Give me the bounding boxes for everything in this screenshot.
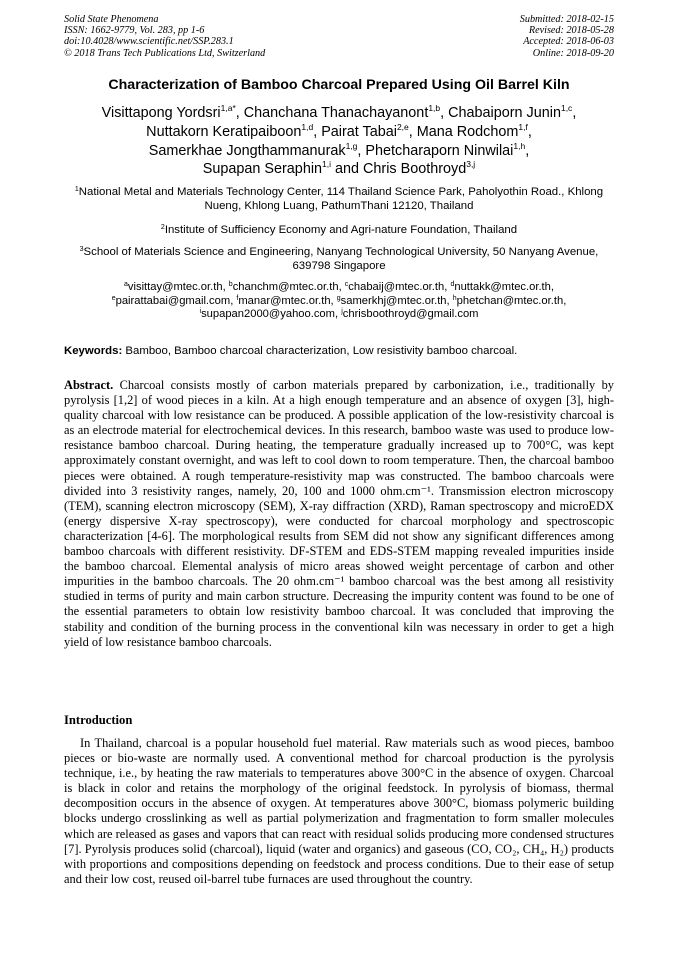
- email[interactable]: $^g$samerkhj@mtec.or.th: [336, 294, 447, 307]
- journal-issn: ISSN: 1662-9779, Vol. 283, pp 1-6: [64, 25, 205, 37]
- email[interactable]: $^e$pairattabai@gmail.com: [111, 294, 231, 307]
- abstract-text: Charcoal consists mostly of carbon materials prepared by carbonization, i.e., traditionally by pyrolysis [1,2] of wood pieces in a kiln. At a high enough temperature and an absence of oxygen [3], high-quality charcoal with low resistance can be produced. A possible application of the low-resistivity charcoal is as an electrode material for electrochemical devices. In this research, bamboo waste was used to produce low-resistance bamboo charcoal. During heating, the temperature gradually increased up to 700°C, was kept approximately constant overnight, and was left to cool down to room temperature. Then, the charcoal bamboo pieces were obtained. A rough temperature-resistivity map was constructed. The bamboo charcoals were divided into 3 resistivity ranges, namely, 20, 100 and 1000 ohm.cm⁻¹. Transmission electron microscopy (TEM), scanning electron microscopy (SEM), X-ray diffraction (XRD), Raman spectroscopy and microEDX (energy dispersive X-ray spectroscopy), were conducted for charcoal morphology and spectroscopic characterization [4-6]. The morphological results from SEM did not show any significant differences among bamboo charcoals with different resistivity. DF-STEM and EDS-STEM mapping revealed impurities inside the bamboo charcoal. Elemental analysis of micro areas showed weight percentage of carbon and other impurities in the bamboo charcoals. The 20 ohm.cm⁻¹ bamboo charcoal was the best among all resistivity studied in terms of purity and main carbon structure. Decreasing the impurity content was found to be one of the essential parameters to obtain low resistivity bamboo charcoal. It was concluded that improving the stability and condition of the burning process in the conventional kiln was necessary in order to get a high yield of low resistance bamboo charcoals.: [64, 378, 614, 649]
- accepted-date: Accepted: 2018-06-03: [523, 36, 614, 48]
- author: Supapan Seraphin$^{1,i}$: [202, 159, 332, 178]
- introduction-paragraph: In Thailand, charcoal is a popular household fuel material. Raw materials such as wood pieces, bamboo pieces or bio-waste are normally used. A conventional method for charcoal production is the pyrolysis technique, i.e., by heating the raw materials to temperatures above 300°C in the absence of oxygen. Charcoal is black in color and retains the morphology of the original feedstock. In pyrolysis of biomass, thermal decomposition occurs in the absence of oxygen. At temperatures above 300°C, biomass polymeric building blocks undergo crosslinking as well as partial polymerization and fragmentation to form smaller molecules which are released as gases and vapors that can react with residual solids producing more condensed structures [7]. Pyrolysis produces solid (charcoal), liquid (water and organics) and gaseous (CO, CO₂, CH₄, H₂) products with proportions and compositions depending on feedstock and process conditions. Due to their ease of setup and their low cost, reused oil-barrel tube furnaces are used throughout the country.: [64, 736, 614, 886]
- email[interactable]: $^b$chanchm@mtec.or.th: [228, 281, 339, 293]
- author: Samerkhae Jongthammanurak$^{1,g}$: [148, 140, 358, 159]
- affiliation: $^1$National Metal and Materials Technology Center, 114 Thailand Science Park, Paholyothin Road., Khlong Nueng, Khlong Luang, PathumThani 12120, Thailand: [74, 186, 604, 212]
- email[interactable]: $^d$nuttakk@mtec.or.th: [450, 281, 551, 293]
- email[interactable]: $^j$chrisboothroyd@gmail.com: [341, 308, 479, 320]
- author-list: Visittapong Yordsri$^{1,a*}$, Chanchana Thanachayanont$^{1,b}$, Chabaiporn Junin$^{1,c}$, Nuttakorn Keratipaiboon$^{1,d}$, Pairat Tabai$^{2,e}$, Mana Rodchom$^{1,f}$, Samerkhae Jongthammanurak$^{1,g}$, Phetcharaporn Ninwilai$^{1,h}$, Supapan Seraphin$^{1,i}$ and Chris Boothroyd$^{3,j}$: [101, 103, 577, 178]
- author: Nuttakorn Keratipaiboon$^{1,d}$: [146, 121, 314, 140]
- abstract-label: Abstract.: [64, 378, 114, 392]
- revised-date: Revised: 2018-05-28: [528, 25, 614, 37]
- submission-dates: [520, 14, 614, 59]
- journal-doi: doi:10.4028/www.scientific.net/SSP.283.1: [64, 36, 234, 48]
- author: Phetcharaporn Ninwilai$^{1,h}$: [365, 140, 526, 159]
- author: Visittapong Yordsri$^{1,a*}$: [101, 103, 236, 121]
- affiliation: $^3$School of Materials Science and Engineering, Nanyang Technological University, 50 Nanyang Avenue, 639798 Singapore: [79, 246, 599, 272]
- online-date: Online: 2018-09-20: [532, 47, 614, 59]
- author: Mana Rodchom$^{1,f}$: [416, 121, 528, 140]
- journal-copyright: © 2018 Trans Tech Publications Ltd, Switzerland: [64, 47, 266, 59]
- email[interactable]: $^c$chabaij@mtec.or.th: [344, 281, 445, 293]
- keywords-text: Bamboo, Bamboo charcoal characterization, Low resistivity bamboo charcoal.: [125, 345, 518, 357]
- email[interactable]: $^h$phetchan@mtec.or.th: [452, 294, 564, 307]
- email[interactable]: $^i$supapan2000@yahoo.com: [199, 308, 335, 320]
- author-emails: $^a$visittay@mtec.or.th, $^b$chanchm@mtec.or.th, $^c$chabaij@mtec.or.th, $^d$nuttakk@mtec.or.th, $^e$pairattabai@gmail.com, $^f$manar@mtec.or.th, $^g$samerkhj@mtec.or.th, $^h$phetchan@mtec.or.th, $^i$supapan2000@yahoo.com, $^j$chrisboothroyd@gmail.com: [111, 281, 567, 320]
- author: Chris Boothroyd$^{3,j}$: [363, 159, 476, 178]
- author: Chabaiporn Junin$^{1,c}$: [448, 103, 573, 121]
- submitted-date: Submitted: 2018-02-15: [519, 14, 614, 25]
- journal-info: [64, 14, 265, 59]
- paper-title: Characterization of Bamboo Charcoal Prepared Using Oil Barrel Kiln: [108, 77, 570, 93]
- author: Chanchana Thanachayanont$^{1,b}$: [243, 103, 441, 121]
- keywords: [64, 345, 624, 357]
- author: Pairat Tabai$^{2,e}$: [321, 121, 409, 140]
- abstract: [64, 378, 614, 650]
- email[interactable]: $^f$manar@mtec.or.th: [236, 294, 331, 307]
- keywords-label: Keywords:: [64, 345, 123, 357]
- journal-name: Solid State Phenomena: [64, 14, 159, 25]
- affiliation: $^2$Institute of Sufficiency Economy and Agri-nature Foundation, Thailand: [160, 224, 518, 236]
- email[interactable]: $^a$visittay@mtec.or.th: [123, 281, 223, 293]
- section-heading: Introduction: [64, 713, 133, 727]
